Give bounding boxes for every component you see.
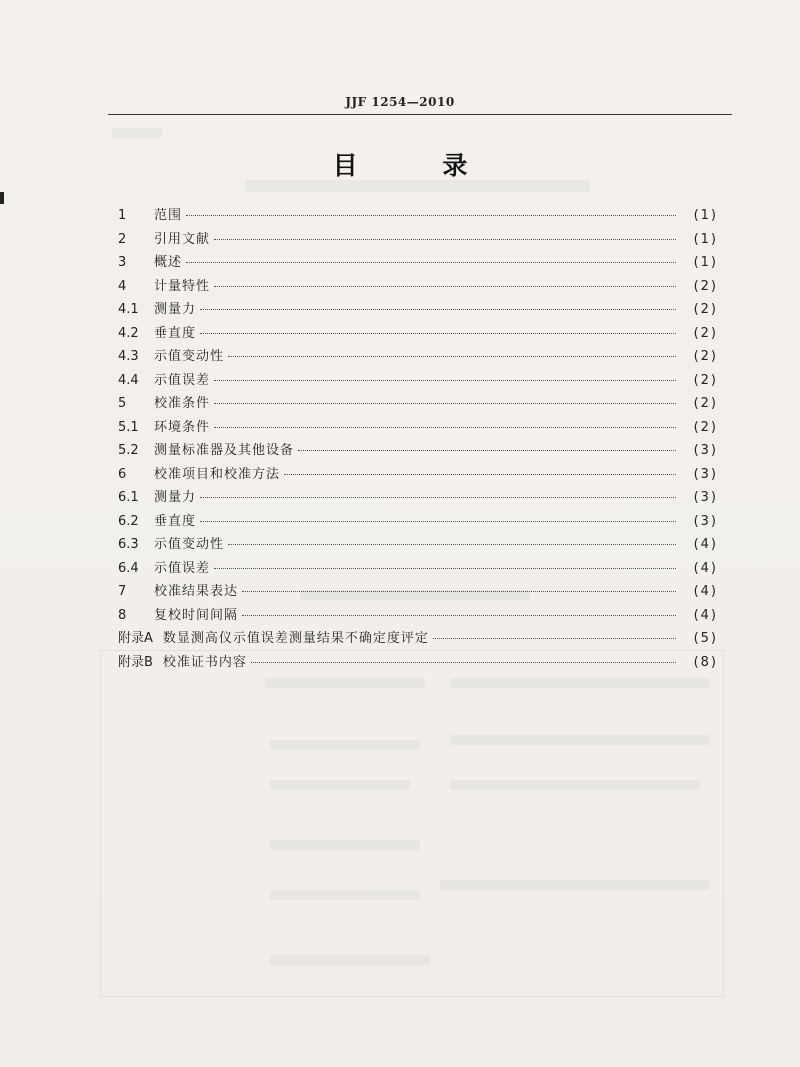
toc-leader-dots bbox=[433, 637, 676, 639]
toc-entry-label: 环境条件 bbox=[154, 419, 211, 435]
toc-leader-dots bbox=[200, 332, 676, 334]
toc-leader-dots bbox=[228, 355, 676, 357]
toc-leader-dots bbox=[200, 520, 676, 522]
toc-entry-page: (4) bbox=[693, 537, 718, 552]
toc-entry[interactable] bbox=[118, 557, 718, 581]
toc-entry-label: 范围 bbox=[154, 208, 183, 223]
toc-entry-label: 测量力 bbox=[154, 490, 197, 505]
toc-entry[interactable] bbox=[118, 298, 718, 322]
toc-leader-dots bbox=[214, 238, 676, 240]
toc-entry[interactable] bbox=[118, 322, 718, 346]
toc-entry-label: 测量力 bbox=[154, 302, 197, 317]
show-through-mark bbox=[270, 740, 420, 750]
show-through-mark bbox=[450, 780, 700, 790]
toc-entry[interactable] bbox=[118, 275, 718, 299]
toc-entry-number: 2 bbox=[118, 231, 127, 247]
show-through-mark bbox=[270, 780, 410, 790]
toc-entry[interactable] bbox=[118, 627, 718, 651]
toc-entry[interactable] bbox=[118, 345, 718, 369]
toc-entry-number: 7 bbox=[118, 584, 127, 599]
toc-entry-page: (2) bbox=[693, 349, 718, 364]
toc-entry[interactable] bbox=[118, 533, 718, 557]
toc-entry-number: 6.4 bbox=[118, 560, 139, 576]
toc-entry-page: (2) bbox=[693, 419, 718, 435]
show-through-mark bbox=[450, 735, 710, 745]
toc-entry-number: 5.2 bbox=[118, 443, 139, 458]
toc-entry-page: (2) bbox=[693, 396, 718, 411]
toc-entry-page: (1) bbox=[693, 255, 718, 270]
toc-entry-label: 校准项目和校准方法 bbox=[154, 466, 281, 482]
toc-leader-dots bbox=[284, 473, 676, 475]
toc-entry[interactable] bbox=[118, 369, 718, 393]
toc-entry-label: 垂直度 bbox=[154, 513, 197, 529]
toc-entry-number: 附录B bbox=[118, 654, 153, 670]
toc-entry-label: 数显测高仪示值误差测量结果不确定度评定 bbox=[162, 631, 429, 646]
toc-entry-label: 示值误差 bbox=[154, 372, 211, 388]
show-through-mark bbox=[440, 880, 710, 890]
toc-entry-page: (2) bbox=[693, 372, 718, 388]
toc-entry-page: (2) bbox=[693, 325, 718, 341]
toc-entry-label: 概述 bbox=[154, 255, 183, 270]
toc-entry-page: (1) bbox=[693, 208, 718, 223]
toc-leader-dots bbox=[228, 543, 676, 545]
toc-entry-number: 4.2 bbox=[118, 325, 139, 341]
toc-leader-dots bbox=[214, 402, 676, 404]
toc-entry-number: 6.3 bbox=[118, 537, 139, 552]
toc-leader-dots bbox=[214, 567, 676, 569]
toc-leader-dots bbox=[251, 661, 676, 663]
toc-entry-label: 测量标准器及其他设备 bbox=[154, 443, 295, 458]
toc-entry-number: 4 bbox=[118, 278, 127, 294]
toc-entry-page: (3) bbox=[693, 466, 718, 482]
show-through-table bbox=[100, 650, 724, 997]
toc-leader-dots bbox=[200, 308, 676, 310]
toc-entry-number: 1 bbox=[118, 208, 127, 223]
toc-entry-page: (2) bbox=[693, 302, 718, 317]
toc-leader-dots bbox=[200, 496, 676, 498]
toc-entry-number: 4.1 bbox=[118, 302, 139, 317]
toc-entry-page: (3) bbox=[693, 443, 718, 458]
toc-entry[interactable] bbox=[118, 510, 718, 534]
toc-entry[interactable] bbox=[118, 204, 718, 228]
toc-entry[interactable] bbox=[118, 651, 718, 675]
table-of-contents bbox=[118, 204, 718, 674]
toc-entry-number: 4.4 bbox=[118, 372, 139, 388]
toc-entry-page: (1) bbox=[693, 231, 718, 247]
toc-entry-label: 引用文献 bbox=[154, 231, 211, 247]
toc-entry-number: 5.1 bbox=[118, 419, 139, 435]
toc-leader-dots bbox=[242, 614, 676, 616]
header-rule bbox=[108, 114, 732, 115]
toc-entry[interactable] bbox=[118, 486, 718, 510]
toc-entry-number: 5 bbox=[118, 396, 127, 411]
toc-entry-page: (3) bbox=[693, 513, 718, 529]
show-through-mark bbox=[265, 678, 425, 688]
toc-entry-page: (3) bbox=[693, 490, 718, 505]
toc-entry[interactable] bbox=[118, 416, 718, 440]
toc-leader-dots bbox=[214, 426, 676, 428]
toc-entry-label: 示值变动性 bbox=[154, 537, 225, 552]
toc-entry-number: 8 bbox=[118, 607, 127, 623]
show-through-mark bbox=[270, 955, 430, 965]
toc-entry[interactable] bbox=[118, 228, 718, 252]
show-through-mark bbox=[450, 678, 710, 688]
toc-entry-number: 6.2 bbox=[118, 513, 139, 529]
binding-mark bbox=[0, 192, 4, 204]
toc-entry[interactable] bbox=[118, 604, 718, 628]
toc-entry-label: 示值误差 bbox=[154, 560, 211, 576]
toc-entry-page: (4) bbox=[693, 584, 718, 599]
show-through-mark bbox=[270, 890, 420, 900]
toc-entry-number: 6 bbox=[118, 466, 127, 482]
toc-entry[interactable] bbox=[118, 392, 718, 416]
toc-leader-dots bbox=[298, 449, 676, 451]
toc-entry-label: 垂直度 bbox=[154, 325, 197, 341]
toc-entry-number: 6.1 bbox=[118, 490, 139, 505]
toc-entry[interactable] bbox=[118, 463, 718, 487]
toc-entry-label: 计量特性 bbox=[154, 278, 211, 294]
show-through-mark bbox=[270, 840, 420, 850]
toc-entry-page: (5) bbox=[693, 631, 718, 646]
toc-entry[interactable] bbox=[118, 251, 718, 275]
toc-title: 目 录 bbox=[332, 151, 506, 180]
toc-entry[interactable] bbox=[118, 439, 718, 463]
toc-leader-dots bbox=[214, 379, 676, 381]
toc-leader-dots bbox=[186, 261, 676, 263]
toc-entry-number: 附录A bbox=[118, 631, 153, 646]
toc-entry-number: 4.3 bbox=[118, 349, 139, 364]
toc-entry-page: (4) bbox=[693, 607, 718, 623]
toc-entry-label: 校准条件 bbox=[154, 396, 211, 411]
toc-leader-dots bbox=[242, 590, 676, 592]
toc-entry-page: (4) bbox=[693, 560, 718, 576]
toc-leader-dots bbox=[214, 285, 676, 287]
show-through-mark bbox=[112, 128, 162, 138]
standard-code: JJF 1254—2010 bbox=[345, 95, 455, 109]
toc-entry-page: (2) bbox=[693, 278, 718, 294]
toc-entry-label: 校准结果表达 bbox=[154, 584, 239, 599]
toc-entry-label: 示值变动性 bbox=[154, 349, 225, 364]
toc-entry-page: (8) bbox=[693, 654, 718, 670]
toc-entry-number: 3 bbox=[118, 255, 127, 270]
toc-entry-label: 复校时间间隔 bbox=[154, 607, 239, 623]
toc-entry-label: 校准证书内容 bbox=[162, 654, 247, 670]
toc-entry[interactable] bbox=[118, 580, 718, 604]
toc-leader-dots bbox=[186, 214, 676, 216]
